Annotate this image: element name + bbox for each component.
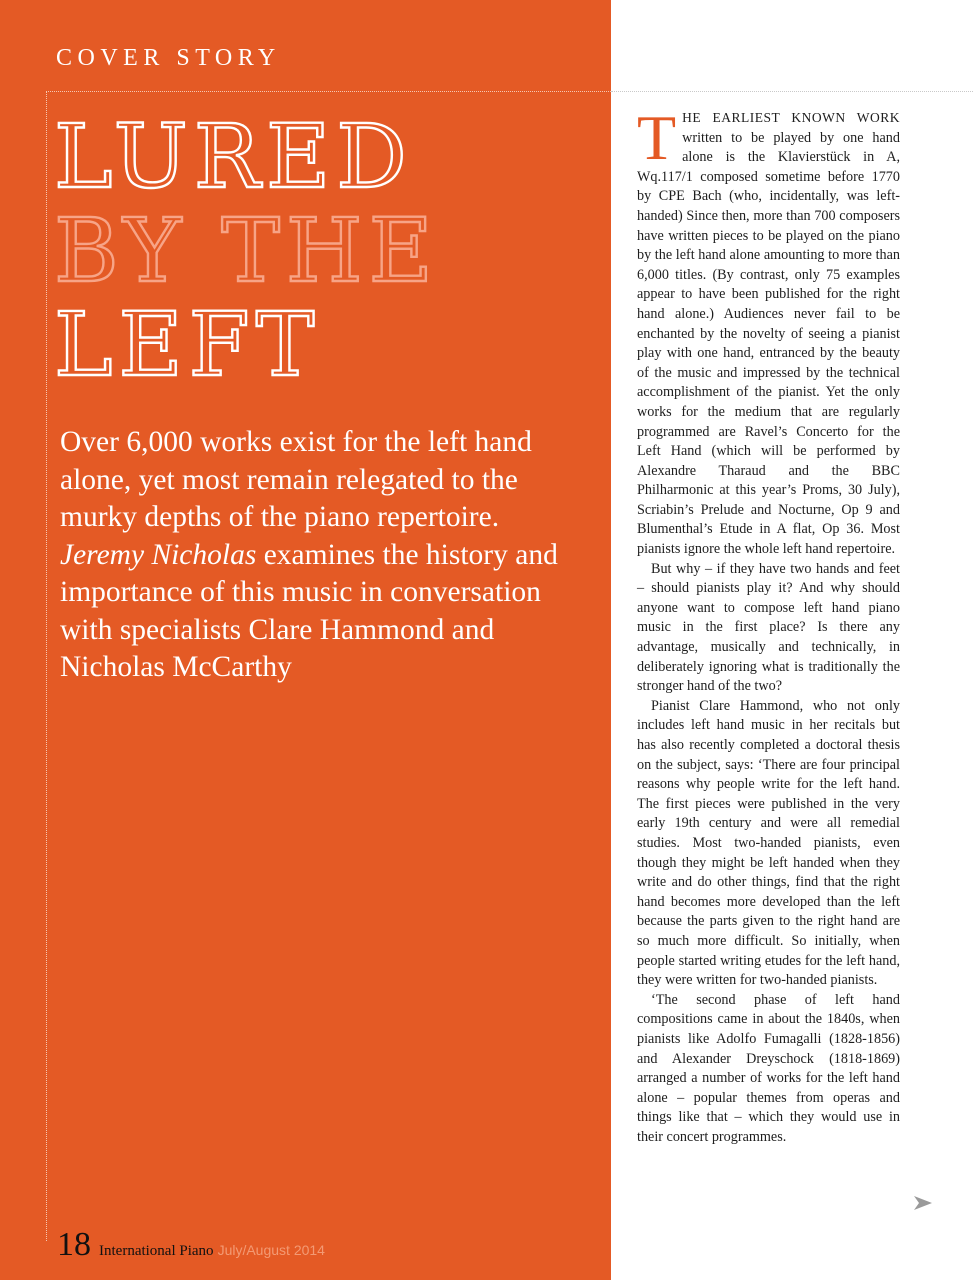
author-name: Jeremy Nicholas <box>60 538 257 571</box>
standfirst-text-before: Over 6,000 works exist for the left hand alone, yet most remain relegated to the murky depths of the piano repertoire. <box>60 426 532 533</box>
section-label: COVER STORY <box>56 45 281 71</box>
standfirst-text-after: examines the history and importance of this music in conversation with specialists Clare Hammond and Nicholas McCarthy <box>60 538 558 683</box>
drop-cap: T <box>637 102 677 173</box>
continue-arrow-icon <box>914 1196 932 1210</box>
article-paragraph-2: But why – if they have two hands and feet – should pianists play it? And why should anyone want to compose left hand piano music in the first place? Is there any advantage, musically and technically, in deliberately ignoring what is traditionally the stronger hand of the two? <box>637 560 900 695</box>
paragraph-1-text: written to be played by one hand alone is the Klavierstück in A, Wq.117/1 composed sometime before 1770 by CPE Bach (who, incidentally, was left-handed) Since then, more than 700 composers have written pieces to be played on the piano by the left hand alone amounting to more than 6,000 titles. (By contrast, only 75 examples appear to have been published for the right hand alone.) Audiences never fail to be enchanted by the novelty of seeing a pianist play with one hand, entranced by the beauty of the music and impressed by the technical accomplishment of the pianist. Yet the only works for the medium that are regularly programmed are Ravel’s Concerto for the Left Hand (which will be performed by Alexandre Tharaud and the BBC Philharmonic at this year’s Proms, 30 July), Scriabin’s Prelude and Nocturne, Op 9 and Blumenthal’s Etude in A flat, Op 36. Most pianists ignore the whole left hand repertoire. <box>637 129 900 558</box>
dotted-rule-left <box>46 91 47 1241</box>
article-body <box>637 102 900 1147</box>
issue-date: July/August 2014 <box>217 1242 325 1258</box>
headline-line-3: LEFT <box>54 293 321 396</box>
headline <box>54 105 439 396</box>
article-paragraph-4: ‘The second phase of left hand compositions came in about the 1840s, when pianists like Adolfo Fumagalli (1828-1856) and Alexander Dreyschock (1818-1869) arranged a number of works for the left hand alone – popular themes from operas and things like that – which they would use in their concert programmes. <box>637 991 900 1145</box>
lead-in-caps: HE EARLIEST KNOWN WORK <box>682 110 900 125</box>
headline-line-2: BY THE <box>54 199 439 302</box>
article-paragraph-1 <box>637 102 900 560</box>
page-footer <box>57 1226 325 1264</box>
headline-line-1: LURED <box>54 105 413 208</box>
page-number: 18 <box>57 1226 91 1263</box>
dotted-rule-top-right <box>611 91 973 92</box>
article-paragraph-3: Pianist Clare Hammond, who not only includes left hand music in her recitals but has also recently completed a doctoral thesis on the subject, says: ‘There are four principal reasons why people write for the left hand. The first pieces were published in the very early 19th century and were all remedial studies. Most two-handed pianists, even though they might be left handed when they write and do other things, find that the right hand becomes more developed than the left because the parts given to the right hand are so much more difficult. So initially, when people started writing etudes for the left hand, they were written for two-handed pianists. <box>637 697 900 989</box>
standfirst <box>60 424 560 687</box>
magazine-name: International Piano <box>99 1243 214 1259</box>
